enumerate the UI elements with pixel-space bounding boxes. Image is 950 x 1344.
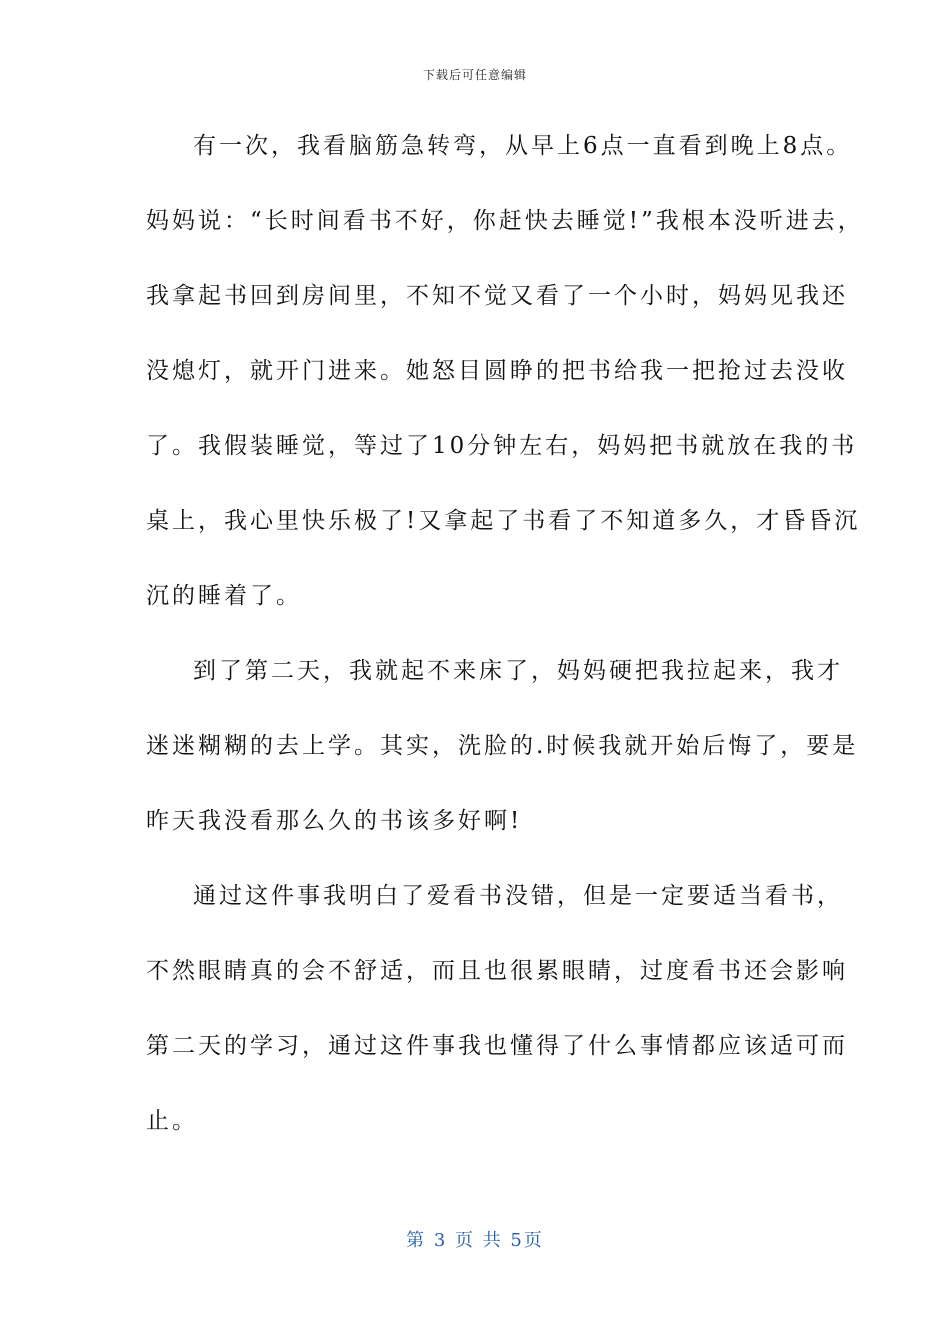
text-line: 不然眼睛真的会不舒适，而且也很累眼睛，过度看书还会影响 [146, 958, 848, 984]
text-line: 昨天我没看那么久的书该多好啊! [146, 808, 523, 834]
text-line: 了。我假装睡觉，等过了10分钟左右，妈妈把书就放在我的书 [146, 433, 858, 459]
text-line: 到了第二天，我就起不来床了，妈妈硬把我拉起来，我才 [193, 658, 843, 684]
paragraph [146, 126, 864, 651]
text-line: 第二天的学习，通过这件事我也懂得了什么事情都应该适可而 [146, 1033, 848, 1059]
text-line: 有一次，我看脑筋急转弯，从早上6点一直看到晚上8点。 [193, 133, 853, 159]
document-body [146, 126, 864, 1176]
page-header: 下载后可任意编辑 [422, 68, 527, 82]
text-line: 没熄灯，就开门进来。她怒目圆睁的把书给我一把抢过去没收 [146, 358, 848, 384]
page-footer: 第 3 页 共 5页 [406, 1230, 544, 1251]
text-line: 我拿起书回到房间里，不知不觉又看了一个小时，妈妈见我还 [146, 283, 848, 309]
text-line: 桌上，我心里快乐极了!又拿起了书看了不知道多久，才昏昏沉 [146, 508, 861, 534]
text-line: 妈妈说：“长时间看书不好，你赶快去睡觉!”我根本没听进去， [146, 208, 864, 234]
text-line: 止。 [146, 1108, 198, 1134]
paragraph [146, 876, 848, 1176]
text-line: 迷迷糊糊的去上学。其实，洗脸的.时候我就开始后悔了，要是 [146, 733, 859, 759]
text-line: 沉的睡着了。 [146, 583, 302, 609]
text-line: 通过这件事我明白了爱看书没错，但是一定要适当看书， [193, 883, 843, 909]
paragraph [146, 651, 859, 876]
